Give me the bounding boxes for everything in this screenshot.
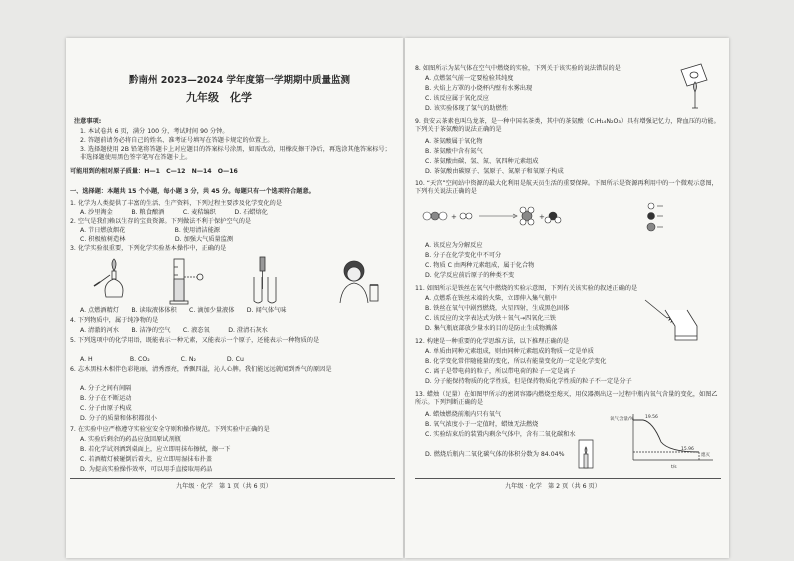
page-footer: 九年级 · 化学 第 2 页（共 6 页） xyxy=(505,483,601,490)
smelling-gas-figure xyxy=(340,261,378,303)
atomic-mass-line: 可能用到的相对原子质量：H—1 C—12 N—14 O—16 xyxy=(70,168,238,175)
lab-figures xyxy=(92,255,392,307)
option-line: A. 该反应为分解反应 xyxy=(425,242,483,249)
option-line: C. 该反应的文字表达式为铁＋氧气→四氧化三铁 xyxy=(425,315,556,322)
question-line: 1. 化学为人类提供了丰富的生活、生产资料，下列过程主要涉及化学变化的是 xyxy=(70,200,283,207)
option-line: A. 点燃系在铁丝末端的火柴，立即伸入集气瓶中 xyxy=(425,295,557,302)
right-page xyxy=(405,38,729,558)
option-line: B. 火焰上方罩的小烧杯内壁有水雾出现 xyxy=(425,85,533,92)
notice-title: 注意事项: xyxy=(74,118,102,125)
option-line: C. 茶氨酸由碳、氢、氮、氧四种元素组成 xyxy=(425,158,539,165)
option-line: A. 清澈的河水 B. 洁净的空气 C. 液态氧 D. 澄清石灰水 xyxy=(80,327,268,334)
notice-line: 1. 本试卷共 6 页，满分 100 分，考试时间 90 分钟。 xyxy=(80,128,229,135)
option-line: D. 分子的质量和体积都很小 xyxy=(80,415,157,422)
iron-wire-combustion-figure xyxy=(643,296,705,342)
section-heading: 一、选择题：本题共 15 个小题，每小题 3 分，共 45 分。每题只有一个选项符合题意。 xyxy=(70,188,315,195)
option-line: C. 分子由原子构成 xyxy=(80,405,132,412)
oxygen-content-chart xyxy=(609,408,721,470)
svg-text:+: + xyxy=(451,213,457,221)
option-line: A. 沙里淘金 B. 粮食酿酒 C. 麦秸编织 D. 石蜡熔化 xyxy=(80,209,268,216)
option-line: A. 分子之间有间隔 xyxy=(80,385,132,392)
hydrogen-burning-figure xyxy=(673,62,717,114)
alcohol-lamp-figure xyxy=(94,259,123,297)
question-line: 13. 蜡烛（足量）在如图甲所示的密闭容器内燃烧至熄灭，用仪器测出这一过程中瓶内氧气含量的变化，如图乙所示。下列判断正确的是 xyxy=(415,391,718,406)
option-line: B. 若化学试剂洒到桌面上，应立即用抹布擦拭，擦一下 xyxy=(80,446,231,453)
option-line: D. 为提高实验操作效率，可以用手直接取用药品 xyxy=(80,466,213,473)
question-line: 2. 空气是我们赖以生存的宝贵资源。下列做法不利于保护空气的是 xyxy=(70,218,252,225)
option-line: A. H B. CO₂ C. N₂ D. Cu xyxy=(80,356,244,363)
exam-subtitle: 九年级 化学 xyxy=(186,91,252,104)
option-line: B. 化学变化常伴随能量的变化，所以有能量变化的一定是化学变化 xyxy=(425,358,607,365)
notice-line: 3. 选择题使用 2B 铅笔将答题卡上对应题目的答案标号涂黑，如需改动，用橡皮擦干净后，再选涂其他答案标号；非选择题使用黑色签字笔写在答题卡上。 xyxy=(80,146,391,161)
question-line: 3. 化学实验很重要，下列化学实验基本操作中，正确的是 xyxy=(70,245,227,252)
graduated-cylinder-figure xyxy=(170,259,203,304)
footer-divider xyxy=(415,478,721,479)
option-line: A. 点燃酒精灯 B. 读取液体体积 C. 滴加少量液体 D. 闻气体气味 xyxy=(80,307,287,314)
option-line: C. 实验结束后的装置内剩余气体中，含有二氧化碳和水 xyxy=(425,431,576,438)
question-line: 12. 构建是一种重要的化学思维方法，以下推理正确的是 xyxy=(415,338,570,345)
svg-text:+: + xyxy=(539,213,545,221)
option-line: A. 蜡烛燃烧前瓶内只有氧气 xyxy=(425,411,502,418)
notice-line: 2. 答题前请务必将自己的姓名、准考证号填写在答题卡规定的位置上。 xyxy=(80,137,274,144)
option-line: C. 积极植树造林 D. 加强大气质量监测 xyxy=(80,236,234,243)
option-line: D. 化学反应前后原子的种类不变 xyxy=(425,272,515,279)
page-footer: 九年级 · 化学 第 1 页（共 6 页） xyxy=(176,483,272,490)
option-line: D. 该实验体现了氢气的助燃性 xyxy=(425,105,508,112)
chart-ylabel: 氧气含量/% xyxy=(610,417,634,422)
option-line: A. 点燃氢气前一定要检验其纯度 xyxy=(425,75,514,82)
option-line: A. 单质由同种元素组成，则由同种元素组成的物质一定是单质 xyxy=(425,348,594,355)
question-line: 6. 志木黑桂木相伴色彩艳丽，清秀漂亮，香飘四溢，沁人心脾。我们能远远就闻到香气的原因是 xyxy=(70,366,332,373)
option-line: A. 节日燃放烟花 B. 使用清洁能源 xyxy=(80,227,220,234)
question-line: 11. 如图所示是铁丝在氧气中燃烧的实验示意图，下列有关该实验的叙述正确的是 xyxy=(415,285,638,292)
chart-extinguish-label: 熄灭 xyxy=(701,453,710,458)
option-line: A. 茶氨酸属于氧化物 xyxy=(425,138,483,145)
option-line: D. 燃烧后瓶内二氧化碳气体的体积分数为 84.04% xyxy=(425,451,565,458)
option-line: C. 离子是带电荷的粒子，所以带电荷的粒子一定是离子 xyxy=(425,368,576,375)
question-line: 10. “天宫”空间站中资源的最大化利用是航天员生活的重要保障。下图所示是资源再利用中的一个微观示意图，下列有关说法正确的是 xyxy=(415,180,718,195)
left-page xyxy=(66,38,403,558)
option-line: C. 该反应属于氧化反应 xyxy=(425,95,489,102)
option-line: C. 若酒精灯被碰倒后着火，应立即用湿抹布扑盖 xyxy=(80,456,213,463)
question-line: 9. 贵安云茶素也叫乌龙茶，是一种中国名茶类，其中的茶氨酸（C₇H₁₄N₂O₃）具有增强记忆力，降血压的功能。下列关于茶氨酸的说法正确的是 xyxy=(415,118,720,133)
exam-title: 黔南州 2023—2024 学年度第一学期期中质量监测 xyxy=(129,75,350,86)
option-line: B. 茶氨酸中含有氮气 xyxy=(425,148,483,155)
molecular-diagram xyxy=(417,200,717,236)
question-line: 7. 在实验中应严格遵守实验室安全守则和操作规范。下列实验中正确的是 xyxy=(70,426,270,433)
question-line: 5. 下列选项中的化学用语，既能表示一种元素，又能表示一个原子，还能表示一种物质的是 xyxy=(70,337,320,344)
chart-end-label: 15.96 xyxy=(681,447,694,452)
dropper-figure xyxy=(254,257,276,303)
option-line: D. 茶氨酸由碳原子、氢原子、氮原子和氧原子构成 xyxy=(425,168,564,175)
question-line: 4. 下列物质中，属于纯净物的是 xyxy=(70,317,159,324)
footer-divider xyxy=(70,478,395,479)
chart-peak-label: 19.56 xyxy=(645,415,658,420)
candle-bottle-figure xyxy=(571,436,601,472)
option-line: D. 分子能保持物质的化学性质，但是保持物质化学性质的粒子不一定是分子 xyxy=(425,378,632,385)
option-line: B. 氧气浓度小于一定值时，蜡烛无法燃烧 xyxy=(425,421,539,428)
option-line: B. 铁丝在氧气中剧烈燃烧，火星四射，生成黑色固体 xyxy=(425,305,570,312)
chart-xlabel: t/s xyxy=(671,465,677,470)
option-line: B. 分子在化学变化中不可分 xyxy=(425,252,502,259)
option-line: D. 集气瓶底部放少量水的目的是防止生成物溅落 xyxy=(425,325,558,332)
option-line: B. 分子在不断运动 xyxy=(80,395,132,402)
option-line: C. 物质 C 由两种元素组成，属于化合物 xyxy=(425,262,535,269)
option-line: A. 实验后剩余的药品应放回原试剂瓶 xyxy=(80,436,181,443)
question-line: 8. 如图所示为某气体在空气中燃烧的实验，下列关于该实验的说法错误的是 xyxy=(415,65,621,72)
